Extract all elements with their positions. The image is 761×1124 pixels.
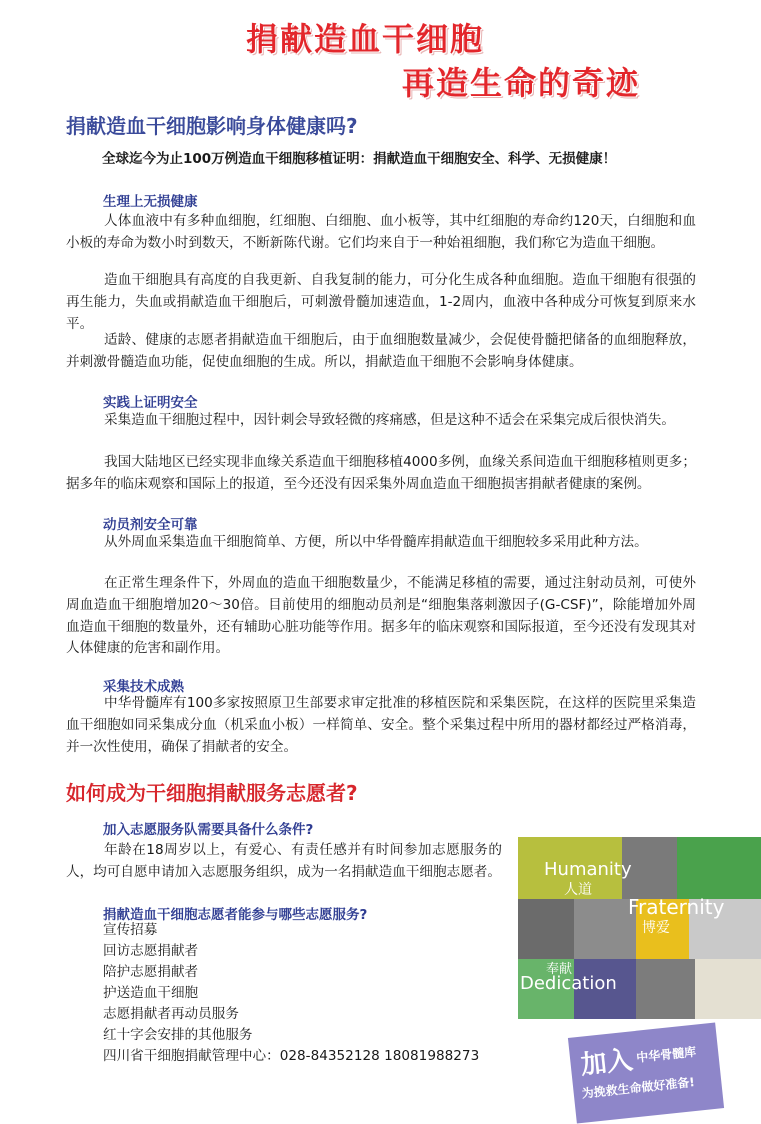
sub-heading-physiology: 生理上无损健康 (103, 194, 198, 210)
header-title-line1: 捐献造血干细胞 (246, 20, 485, 58)
service-item: 红十字会安排的其他服务 (103, 1027, 253, 1043)
paragraph-2: 造血干细胞具有高度的自我更新、自我复制的能力，可分化生成各种血细胞。造血干细胞有很强的再生能力，失血或捐献造血干细胞后，可刺激骨髓加速造血，1-2周内，血液中各种成分可恢复到原来水平。 (66, 272, 696, 332)
join-slogan-stamp (568, 1023, 724, 1124)
paragraph-8: 中华骨髓库有100多家按照原卫生部要求审定批准的移植医院和采集医院，在这样的医院里采集造血干细胞如同采集成分血（机采血小板）一样简单、安全。整个采集过程中所用的器材都经过严格消毒，并一次性使用，确保了捐献者的安全。 (66, 695, 696, 755)
paragraph-4: 采集造血干细胞过程中，因针刺会导致轻微的疼痛感，但是这种不适会在采集完成后很快消失。 (104, 412, 675, 428)
volunteer-photo-collage (518, 837, 761, 1019)
paragraph-6: 从外周血采集造血干细胞简单、方便，所以中华骨髓库捐献造血干细胞较多采用此种方法。 (104, 534, 648, 550)
collage-photo-group (574, 899, 636, 959)
service-item: 回访志愿捐献者 (103, 943, 199, 959)
sub-heading-practice: 实践上证明安全 (103, 395, 198, 411)
sub-heading-conditions: 加入志愿服务队需要具备什么条件? (103, 822, 314, 838)
collage-fraternity-cn: 博爱 (642, 920, 670, 936)
paragraph-7: 在正常生理条件下，外周血的造血干细胞数量少，不能满足移植的需要，通过注射动员剂，可使外周血造血干细胞增加20～30倍。目前使用的细胞动员剂是“细胞集落刺激因子(G-CSF)”，除能增加外周血造血干细胞的数量外，还有辅助心脏功能等作用。据多年的临床观察和国际报道，至今还没有发现其对人体健康的危害和副作用。 (66, 575, 696, 657)
stamp-org-text: 中华骨髓库 (635, 1044, 697, 1065)
header-title-line2: 再造生命的奇迹 (402, 64, 641, 102)
sub-heading-mobilizer: 动员剂安全可靠 (103, 517, 198, 533)
collage-fraternity-en: Fraternity (628, 895, 725, 919)
collage-photo-santa (636, 959, 695, 1019)
collage-humanity-en: Humanity (544, 859, 632, 880)
contact-info: 四川省干细胞捐献管理中心：028-84352128 18081988273 (103, 1048, 480, 1064)
paragraph-1: 人体血液中有多种血细胞，红细胞、白细胞、血小板等，其中红细胞的寿命约120天，白细胞和血小板的寿命为数小时到数天，不断新陈代谢。它们均来自于一种始祖细胞，我们称它为造血干细胞。 (66, 213, 696, 251)
service-item: 护送造血干细胞 (103, 985, 199, 1001)
collage-humanity-cn: 人道 (564, 882, 592, 898)
collage-tile-cream (695, 959, 761, 1019)
service-item: 宣传招募 (103, 922, 158, 938)
volunteer-conditions-paragraph: 年龄在18周岁以上，有爱心、有责任感并有时间参加志愿服务的人，均可自愿申请加入志愿服务组织，成为一名捐献造血干细胞志愿者。 (66, 842, 502, 880)
service-item: 志愿捐献者再动员服务 (103, 1006, 239, 1022)
paragraph-3: 适龄、健康的志愿者捐献造血干细胞后，由于血细胞数量减少，会促使骨髓把储备的血细胞释放，并刺激骨髓造血功能，促使血细胞的生成。所以，捐献造血干细胞不会影响身体健康。 (66, 332, 696, 370)
section1-lead: 全球迄今为止100万例造血干细胞移植证明：捐献造血干细胞安全、科学、无损健康！ (102, 151, 617, 167)
sub-heading-services: 捐献造血干细胞志愿者能参与哪些志愿服务? (103, 907, 368, 923)
collage-dedication-cn: 奉献 (546, 962, 573, 977)
sub-heading-technique: 采集技术成熟 (103, 679, 184, 695)
collage-tile-green (677, 837, 761, 899)
collage-photo-woman (518, 899, 574, 959)
stamp-slogan-text: 为挽救生命做好准备! (581, 1074, 696, 1101)
stamp-join-text: 加入 (579, 1045, 635, 1081)
service-item: 陪护志愿捐献者 (103, 964, 199, 980)
section1-title: 捐献造血干细胞影响身体健康吗? (66, 114, 358, 138)
paragraph-5: 我国大陆地区已经实现非血缘关系造血干细胞移植4000多例，血缘关系间造血干细胞移植则更多；据多年的临床观察和国际上的报道，至今还没有因采集外周血造血干细胞损害捐献者健康的案例。 (66, 454, 696, 492)
collage-dedication-en: Dedication (520, 973, 617, 994)
section2-title: 如何成为干细胞捐献服务志愿者? (66, 781, 358, 805)
